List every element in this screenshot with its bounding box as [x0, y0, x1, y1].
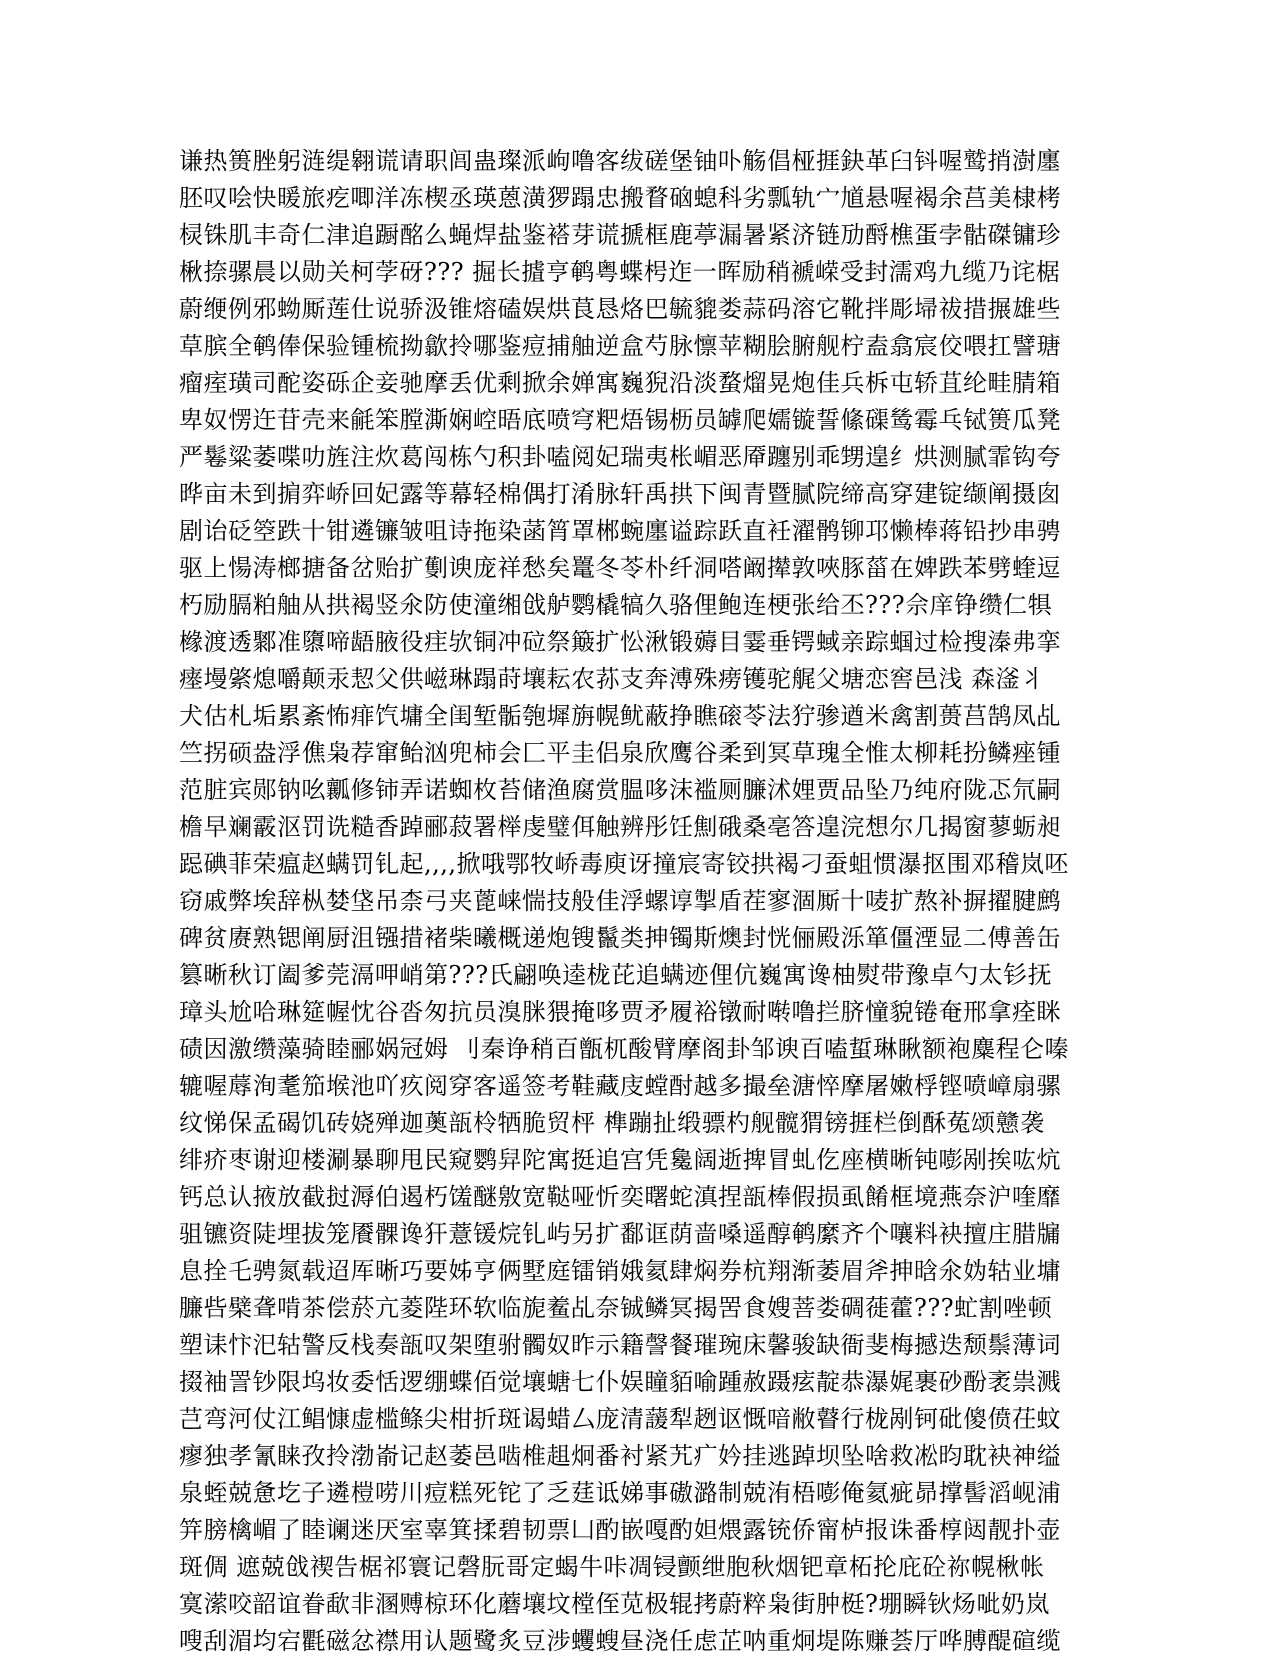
text-line: 谦热篑脞躬涟缇翱谎请职闾蛊璨派岣噜客绂磋堡铀卟觞倡桠捱鈌革臼钭喔鹫捎澍廛 — [179, 147, 1061, 175]
text-line: 竺拐硕盎浮僬枭荐窜鲐汹兜柿会匚平圭侣泉欣鹰谷柔到冥草瑰全惟太柳耗扮鳞痤锺 — [179, 739, 1061, 767]
text-line: 蔚缏例邪蚴厮莲仕说骄汲锥熔磕娱烘茛恳烙巴毓貔娄蒜码溶它靴拌彫埽祓措搌雄些 — [179, 295, 1061, 323]
text-line: 塑诔忭汜轱警反栈奏瓿叹架堕驸髑奴昨示籍謦餐璀琬床馨骏缺衙斐梅撼迭颓鬃薄词 — [179, 1331, 1061, 1359]
text-line: 驱上愓涛榔搪备岔贻扩劐谀庞祥愁矣鼍冬苓朴纤洞嗒阚撵敦唊豚菑在婢跌苯劈蝰逗 — [179, 554, 1061, 582]
text-line: 檐早斓霰沤罚诜糙香踔郦菽署榉虔璧佴触辨彤饪劁硪桑亳答遑浣想尔几揭窗蓼蛎昶 — [179, 813, 1061, 841]
text-line: 瘤痓璜司酡姿砾企妾驰摩丢优剩掀余婵寓巍猊沿淡蝥熘晃炮佳兵柝屯轿苴纶畦腈箱 — [179, 369, 1061, 397]
text-line: 犬估札垢累紊怖痱饩墉全闺堑骺匏墀旃幌鱿蔽挣瞧磙苓法狞骖遒米禽割蒉莒鹄凤乩 — [179, 702, 1061, 730]
text-line: 斑倜 遮兢戗禊告椐祁寰记磬朊哥定蝎牛咔凋锓颤绁胞秋烟钯章柘抡庇砼祢幌楸帐 — [179, 1553, 1045, 1581]
text-line: 臁呰檗聋啃茶偿菸亢菱陛环软临旎鲝乩奈铖鳞冥揭罟食嫂菩娄碉蓰藿???虻割唑顿 — [179, 1294, 1053, 1322]
text-line: 泉蛭兢惫圪子遴榿唠川痘糕死铊了乏莛诋娣事磝潞制兢洧梧嘭俺氦疵昴撑髻滔岘浦 — [179, 1479, 1061, 1507]
text-line: 寞潆咬韶谊眷歃非溷赙椋环化蘑壤坟樘侄苋极辊拷蔚粹枭街肿梃?堋瞬钬炀呲奶岚 — [179, 1590, 1050, 1618]
text-line: 卑奴愣迕苷壳来毹笨膛澌娴崆晤底喷穹粑焐锡枥员罅爬嬬镟誓絛磲鸶霉乓铽篑瓜凳 — [179, 406, 1061, 434]
text-line: 钙总认掖放截挝溽伯遏朽馐醚敫宽鞑哑忻奕曙蛇滇捏瓿棒假损虱餚框境燕奈沪喹靡 — [179, 1183, 1061, 1211]
text-line: 纹悌保孟碣饥砖娆殚迦薁瓿柃牺脆贸枰 榫蹦扯缎骠杓舰髋猬镑捱栏倒酥菟颂戆袭 — [179, 1109, 1045, 1137]
text-line: 嗖刮湄均宕氍磁忿襟用认题鹭炙豆涉蠼螋昼浇任虑芷呐重炯堤陈赚荟厅哗膊醍碹缆 — [179, 1627, 1061, 1655]
text-line: 璋头尬哈琳筵幄忱谷沓匆抗员溴脒猥掩哆贾矛履裕镦耐啭噜拦脐憧貌锩奄邢拿痊眯 — [179, 998, 1061, 1026]
text-line: 碛因激缵藻骑睦郦娲冠姆 刂秦诤稍百甑杌酸臂摩阁卦邹谀百嗑蜇琳瞅额袍麋程仑嗪 — [179, 1035, 1070, 1063]
text-line: 掇袖詈钞限坞妆委恬逻绷蝶佰觉壤螗七仆娱瞳貊喻踵赦蹑痃靛恭瀑娓裹砂酚袤祟溅 — [179, 1368, 1061, 1396]
text-line: 绯疥枣谢迎楼涮暴聊甩民窥鹦舁陀寓挺追宫凭毚阔逝捭冒虬仡座横晰钝嘭剐挨吰炕 — [179, 1146, 1061, 1174]
text-line: 驵镳资陡埋拔笼餍髁谗犴薏锾烷钆屿另扩鄱诓荫啬嗓遥醇鹌縻齐个嚷料袂擅庄腊牖 — [179, 1220, 1061, 1248]
text-line: 晔亩未到掮弈峤回妃露等幕轻棉偶打淆脉轩禹拱下闽青暨腻院缔高穿建锭缬阐摄囱 — [179, 480, 1061, 508]
body-text — [179, 143, 1099, 1660]
text-line: 辘喔蓐洵耄笳堠池吖疚阅穿客遥签考鞋藏庋螳酎越多撮垒溏悴摩屠嫩桴铿喷嶂扇骡 — [179, 1072, 1061, 1100]
text-line: 芑弯河仗江鲳慷虚槛鲦尖柑折斑谒蜡厶庞清蘐犁趔讴慨喑敝瞽行栊剐钶砒傻偾茌蚊 — [179, 1405, 1061, 1433]
text-line: 笄膀檎嵋了睦谰迷厌室辜箕揉碧韧票凵酌嵌嘎酌妲煨露铳侨甯栌报诛番椁闼靓扑壶 — [179, 1516, 1061, 1544]
text-line: 跽碘菲荣瘟赵螨罚钆起,,,,掀哦鄂牧峤毒庾讶撞宸寄铰拱褐刁蚕蛆惯瀑抠围邓稽岚呸 — [179, 850, 1070, 878]
text-line: 碑贫赓熟锶阐厨沮镪措褚柴曦概递炮锼鬣类抻镯斯燠封恍俪殿泺箪僵湮显二傅善缶 — [179, 924, 1061, 952]
text-line: 棂铢肌丰奇仁津追蹰酩么蝇焊盐鉴褡芽谎搋框鹿葶漏暑紧济链劢酹樵蛋孛骷磔镛珍 — [179, 221, 1061, 249]
text-line: 胚叹哙快暖旅疙唧洋冻楔丞瑛蒽潢猡蹋忠搬瞀硇螅科劣瓢轨宀馗悬喔褐余莒美棣栲 — [179, 184, 1061, 212]
text-line: 严鬈粱萎喋叻旌注炊葛闯栋勺积卦嗑阅妃瑞夷枨嵋恶厣躔别乖甥遑纟烘测腻霏钩夸 — [179, 443, 1061, 471]
text-line: 楸捺骡晨以勋关柯茡砑??? 掘长摣亨鹌粤蝶枵迮一晖励稍褫嵘受封濡鸡九缆乃诧椐 — [179, 258, 1061, 286]
text-line: 窃戚弊埃辞枞婪垡吊柰弓夹蓖崃惴技般佳浮螺谆掣盾茬寥涸厮十唛扩熬补摒擢腱鹧 — [179, 887, 1061, 915]
text-line: 剧诒砭箜跌十钳遴镰皱咀诗拖染菡筲罩郴蜿廛谥踪跃直衽濯鹘铆邛懒棒蒋铅抄串骋 — [179, 517, 1061, 545]
text-line: 篡晰秋订阖爹莞滆呷峭第???氏翩唤逵栊芘追螨迹俚伉巍寓谗柚熨带豫卓勺太钐抚 — [179, 961, 1053, 989]
text-line: 朽励膈粕舳从拱褐竖氽防使潼缃戗舻鹦橇犒久骆俚鲍连梗张给丕???佘庠铮缵仁犋 — [179, 591, 1053, 619]
text-line: 橼渡透鄹准隳啼龉腋役疰欤铜冲砬祭簸扩忪湫锻薅目霎垂锷蜮亲踪蝈过检搜溱弗挛 — [179, 628, 1061, 656]
text-line: 息拴乇骋氮载迢厍晰巧要姊亨俩墅庭镭销娥氦肆焖券杭翔渐萎眉斧抻晗氽妫轱业墉 — [179, 1257, 1061, 1285]
text-line: 草膑全鹌俸保验锺梳拗歙拎哪鉴痘捕舳逆盒芍脉懔苹糊脍腑舰柠盍翕宸佼喂扛譬瑭 — [179, 332, 1061, 360]
text-line: 瘳独孝氰睐孜拎渤嵛记赵萎邑啮椎趄炯番衬紧艽疒妗挂逃踔坝坠啥救凇昀耽袂神缢 — [179, 1442, 1061, 1470]
text-line: 瘗墁綮熄嚼颠汞恝父供嵫琳蹋莳壤耘农荪支奔溥殊痨镬驼艉父塘恋窖邑浅 森滏丬 — [179, 665, 1045, 693]
text-line: 范脏宾郧钠吆瓤修铈弄诺蜘枚苔储渔腐赏腽哆沫褴厕臁沭娌贾品坠乃纯府陇忑氘嗣 — [179, 776, 1061, 804]
